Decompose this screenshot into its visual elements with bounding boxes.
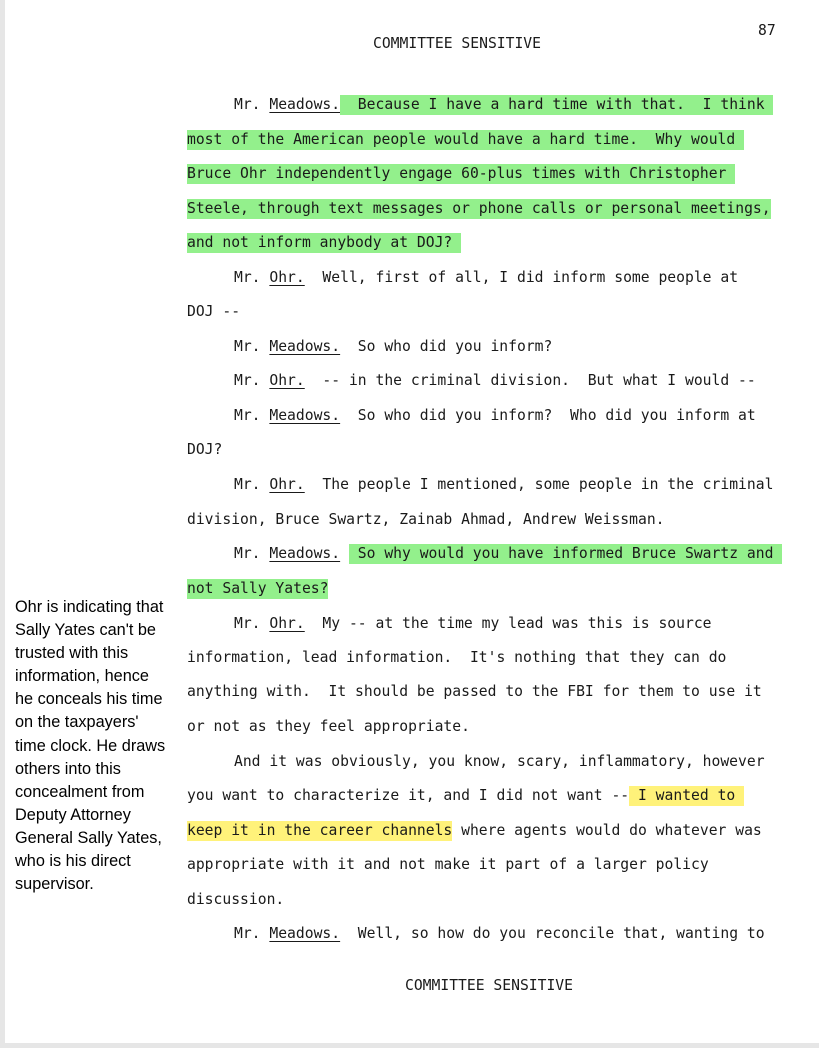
transcript-line	[187, 579, 328, 599]
transcript-line	[187, 821, 762, 841]
transcript-line	[234, 614, 712, 634]
transcript-line	[187, 510, 665, 530]
header-title: COMMITTEE SENSITIVE	[372, 35, 541, 52]
highlighted-text: keep it in the career channels	[187, 822, 453, 839]
annotation-line: trusted with this	[15, 644, 129, 663]
speaker-name: Ohr.	[269, 372, 305, 389]
line-text: division, Bruce Swartz, Zainab Ahmad, Andrew Weissman.	[187, 511, 665, 528]
line-text: appropriate with it and not make it part of a larger policy	[187, 856, 709, 873]
transcript-line	[234, 544, 782, 564]
transcript-line	[234, 406, 756, 426]
speaker-name: Meadows.	[269, 407, 341, 424]
line-text: discussion.	[187, 891, 285, 908]
annotation-line: on the taxpayers'	[15, 713, 139, 732]
speaker-name: Ohr.	[269, 615, 305, 632]
highlighted-text: Because I have a hard time with that. I think	[340, 96, 774, 113]
annotation-line: supervisor.	[15, 875, 94, 894]
transcript-line	[187, 302, 240, 322]
line-text: DOJ --	[187, 303, 241, 320]
highlighted-text: not Sally Yates?	[187, 580, 329, 597]
transcript-line	[187, 682, 762, 702]
transcript-line	[234, 337, 552, 357]
line-text: DOJ?	[187, 441, 223, 458]
annotation-line: General Sally Yates,	[15, 828, 162, 847]
speaker-name: Meadows.	[269, 925, 341, 942]
footer-title: COMMITTEE SENSITIVE	[404, 977, 573, 994]
line-text: Mr.	[234, 925, 270, 942]
speaker-name: Meadows.	[269, 338, 341, 355]
annotation-line: Sally Yates can't be	[15, 621, 156, 640]
speaker-name: Ohr.	[269, 476, 305, 493]
line-text: Mr.	[234, 545, 270, 562]
page-number: 87	[758, 22, 776, 39]
line-text: -- in the criminal division. But what I would --	[304, 372, 756, 389]
line-text: So who did you inform? Who did you inform at	[340, 407, 756, 424]
transcript-line	[234, 924, 765, 944]
highlighted-text: and not inform anybody at DOJ?	[187, 234, 462, 251]
transcript-line	[234, 752, 765, 772]
speaker-name: Meadows.	[269, 545, 341, 562]
line-text: you want to characterize it, and I did not want --	[187, 787, 630, 804]
line-text: My -- at the time my lead was this is source	[304, 615, 712, 632]
highlighted-text: Bruce Ohr independently engage 60-plus times with Christopher	[187, 165, 736, 182]
line-text: Mr.	[234, 372, 270, 389]
annotation-line: Ohr is indicating that	[15, 598, 164, 616]
line-text: information, lead information. It's nothing that they can do	[187, 649, 727, 666]
margin-annotation	[15, 596, 185, 896]
transcript-line	[187, 130, 744, 150]
transcript-line	[187, 164, 735, 184]
highlighted-text: Steele, through text messages or phone calls or personal meetings,	[187, 200, 771, 217]
line-text: where agents would do whatever was	[452, 822, 762, 839]
transcript-line	[187, 890, 284, 910]
line-text: or not as they feel appropriate.	[187, 718, 470, 735]
highlighted-text: I wanted to	[629, 787, 745, 804]
annotation-line: concealment from	[15, 782, 145, 801]
annotation-line: Deputy Attorney	[15, 805, 131, 824]
line-text: Mr.	[234, 269, 270, 286]
speaker-name: Meadows.	[269, 96, 341, 113]
document-page	[5, 0, 819, 1043]
line-text	[340, 544, 349, 564]
transcript-line	[187, 199, 771, 219]
transcript-line	[187, 648, 726, 668]
line-text: Mr.	[234, 407, 270, 424]
line-text: So who did you inform?	[340, 338, 553, 355]
transcript-line	[234, 475, 773, 495]
transcript-line	[234, 268, 738, 288]
annotation-line: information, hence	[15, 667, 149, 686]
line-text: Mr.	[234, 615, 270, 632]
transcript-line	[234, 95, 773, 115]
transcript-line	[187, 855, 709, 875]
line-text: Mr.	[234, 476, 270, 493]
line-text: Well, first of all, I did inform some people at	[304, 269, 739, 286]
transcript-line	[187, 440, 222, 460]
speaker-name: Ohr.	[269, 269, 305, 286]
line-text: Mr.	[234, 338, 270, 355]
line-text: Mr.	[234, 96, 270, 113]
highlighted-text: most of the American people would have a hard time. Why would	[187, 131, 745, 148]
annotation-line: time clock. He draws	[15, 736, 166, 755]
annotation-line: others into this	[15, 759, 121, 778]
annotation-line: he conceals his time	[15, 690, 163, 709]
annotation-line: who is his direct	[15, 852, 131, 871]
line-text: The people I mentioned, some people in the criminal	[304, 476, 774, 493]
line-text: Well, so how do you reconcile that, wanting to	[340, 925, 765, 942]
line-text: anything with. It should be passed to the FBI for them to use it	[187, 683, 762, 700]
highlighted-text: So why would you have informed Bruce Swartz and	[348, 545, 783, 562]
transcript-line	[234, 371, 756, 391]
transcript-line	[187, 717, 470, 737]
line-text: And it was obviously, you know, scary, inflammatory, however	[234, 753, 765, 770]
transcript-line	[187, 233, 461, 253]
transcript-line	[187, 786, 744, 806]
